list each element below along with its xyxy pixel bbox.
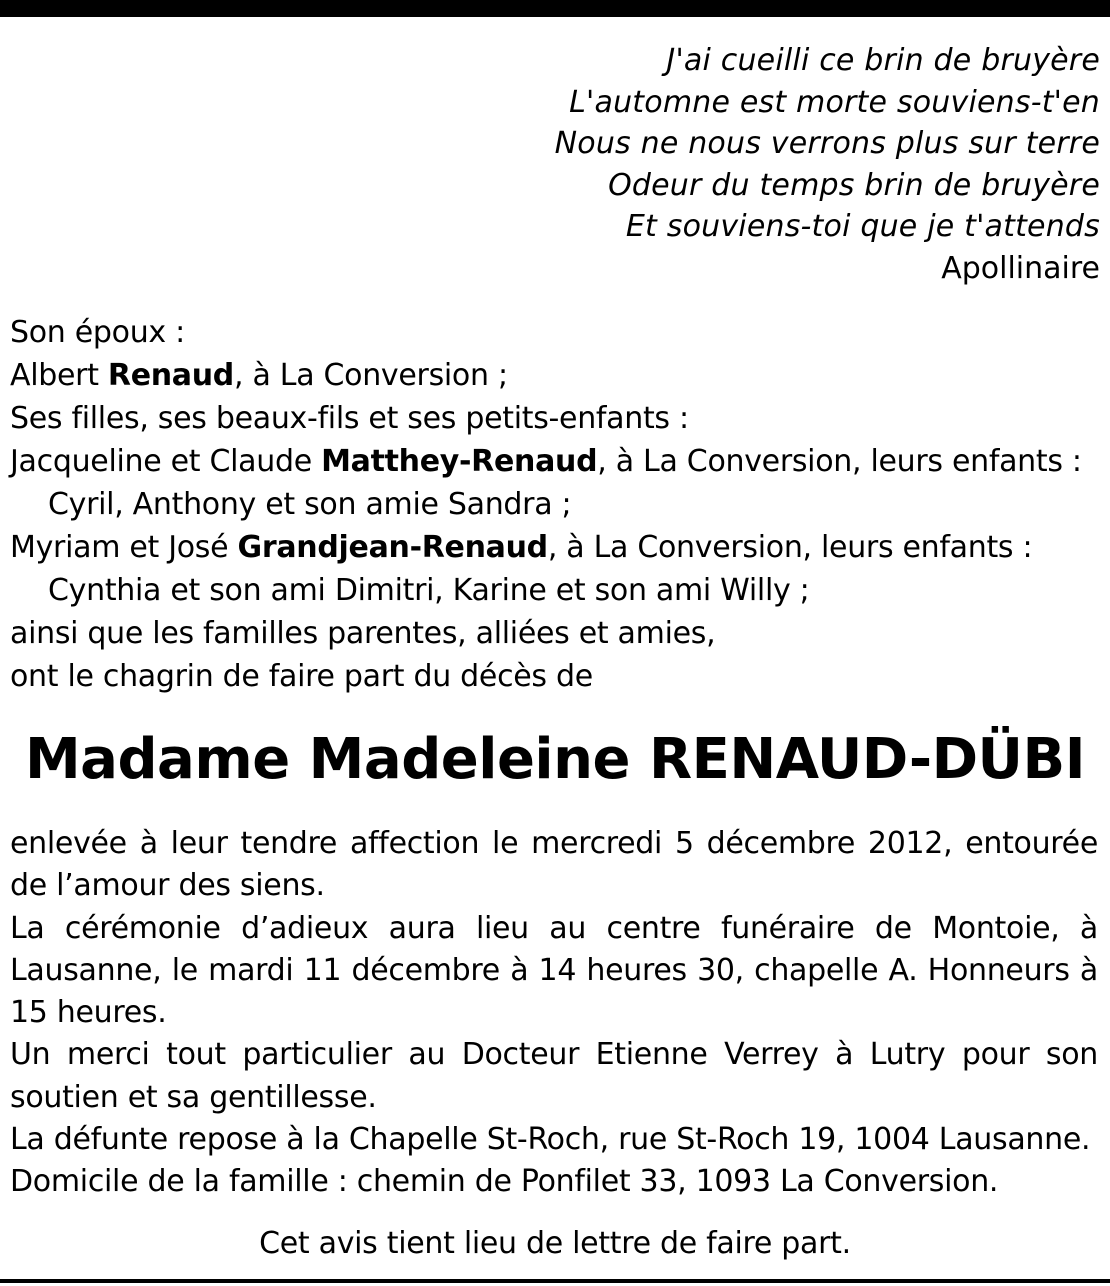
poem-verse-5: Et souviens-toi que je t'attends: [625, 209, 1100, 244]
couple1-first-names: Jacqueline et Claude: [10, 444, 322, 479]
rests-paragraph: La défunte repose à la Chapelle St-Roch, rue St-Roch 19, 1004 Lausanne.: [10, 1122, 1091, 1158]
family-block: [10, 311, 1105, 698]
couple2-first-names: Myriam et José: [10, 530, 238, 565]
spouse-line: [10, 354, 1105, 397]
thanks-paragraph: Un merci tout particulier au Docteur Etienne Verrey à Lutry pour son soutien et sa gentillesse.: [10, 1037, 1098, 1115]
couple1-line: [10, 440, 1105, 483]
poem-verse-1: J'ai cueilli ce brin de bruyère: [666, 43, 1100, 78]
spouse-last-name: Renaud: [107, 358, 234, 393]
couple1-children: Cyril, Anthony et son amie Sandra ;: [48, 487, 572, 522]
children-intro: Ses filles, ses beaux-fils et ses petits-enfants :: [10, 401, 689, 436]
spouse-place: , à La Conversion ;: [233, 358, 508, 393]
poem-verse-4: Odeur du temps brin de bruyère: [608, 167, 1100, 203]
bottom-border-rule: [0, 1279, 1110, 1283]
poem-block: [400, 40, 1100, 289]
relatives-line: ainsi que les familles parentes, alliées et amies,: [10, 616, 716, 651]
couple2-last-name: Grandjean-Renaud: [237, 530, 548, 565]
couple1-place: , à La Conversion, leurs enfants :: [597, 444, 1082, 479]
death-notice-paragraph: enlevée à leur tendre affection le mercredi 5 décembre 2012, entourée de l’amour des siens.: [10, 826, 1098, 904]
poem-author: Apollinaire: [941, 250, 1100, 286]
deceased-name: Madame Madeleine RENAUD-DÜBI: [24, 727, 1086, 792]
spouse-intro: Son époux :: [10, 315, 185, 350]
couple1-last-name: Matthey-Renaud: [321, 444, 598, 479]
poem-verse-2: L'automne est morte souviens-t'en: [569, 84, 1100, 120]
spouse-first-name: Albert: [10, 358, 108, 393]
top-border-rule: [0, 0, 1110, 17]
couple2-line: [10, 526, 1105, 569]
poem-verse-3: Nous ne nous verrons plus sur terre: [554, 126, 1100, 161]
announcement-line: ont le chagrin de faire part du décès de: [10, 659, 593, 694]
couple2-children: Cynthia et son ami Dimitri, Karine et son ami Willy ;: [48, 573, 810, 608]
ceremony-paragraph: La cérémonie d’adieux aura lieu au centre funéraire de Montoie, à Lausanne, le mardi 11 décembre à 14 heures 30, chapelle A. Honneurs à 15 heures.: [10, 910, 1098, 1031]
couple2-place: , à La Conversion, leurs enfants :: [547, 530, 1033, 565]
footer-note: Cet avis tient lieu de lettre de faire part.: [259, 1226, 851, 1261]
notice-body: [10, 823, 1098, 1204]
domicile-paragraph: Domicile de la famille : chemin de Ponfilet 33, 1093 La Conversion.: [10, 1164, 999, 1200]
